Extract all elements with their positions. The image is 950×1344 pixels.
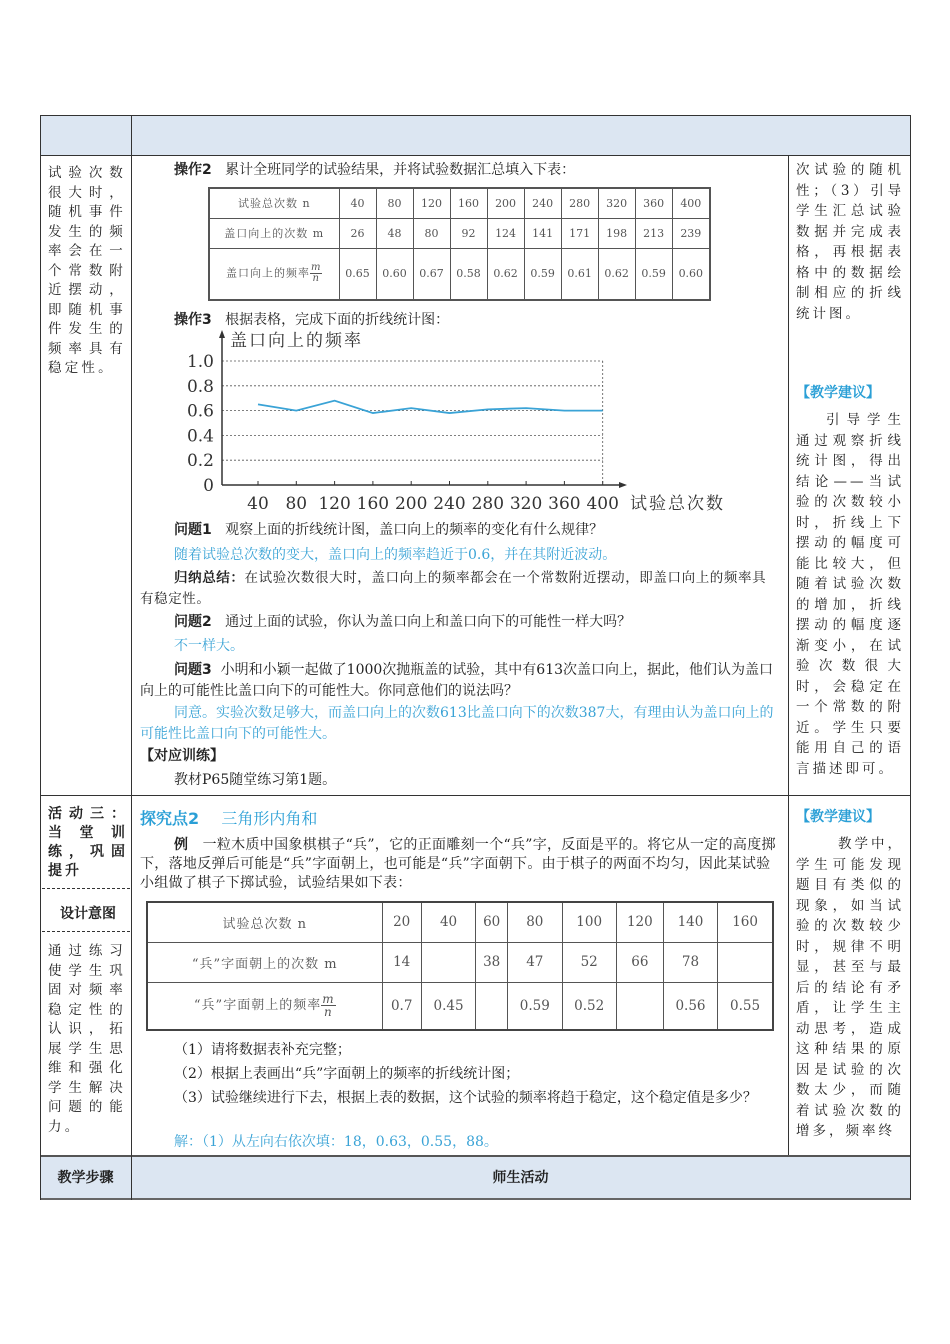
t1-n-cell: 200 [487, 188, 524, 218]
chart-y-label: 盖口向上的频率 [230, 331, 363, 351]
task-1: （1）请将数据表补充完整； [174, 1042, 351, 1058]
row2-suggest-text: 教学中，学生可能发现题目有类似的现象，如当试验的次数较少时，规律不明显，甚至与最后的结论有矛盾，让学生主动思考，造成这种结果的原因是试验的次数太少，而随着试验次数的增多，频率终 [796, 836, 904, 1139]
q1-line [174, 520, 778, 540]
t1-n-cell: 240 [524, 188, 561, 218]
t2-freq-cell-empty [616, 982, 663, 1030]
t2-n-cell: 80 [508, 902, 562, 942]
border-right [910, 115, 911, 1200]
t1-m-cell: 92 [450, 218, 487, 248]
chart-series-line [258, 401, 603, 413]
section-label: 探究点2 [140, 809, 200, 828]
data-table-2 [146, 901, 774, 1031]
design-intent-title: 设计意图 [60, 906, 116, 922]
q2-answer: 不一样大。 [174, 638, 244, 654]
t2-freq-cell: 0.56 [663, 982, 717, 1030]
t1-freq-label-text: 盖口向上的频率 [226, 266, 310, 280]
t2-m-cell: 14 [382, 942, 421, 982]
row2-suggest-title: 【教学建议】 [796, 809, 880, 825]
t1-m-cell: 171 [561, 218, 598, 248]
data-table-1 [208, 187, 711, 301]
t2-m-cell: 66 [616, 942, 663, 982]
t2-freq-cell: 0.55 [718, 982, 773, 1030]
y-axis-arrow-icon [219, 330, 225, 338]
t1-m-cell: 213 [635, 218, 672, 248]
t1-n-cell: 120 [413, 188, 450, 218]
x-axis-arrow-icon [619, 482, 627, 488]
border-row-divider [40, 795, 911, 796]
t1-freq-cell: 0.59 [524, 248, 561, 300]
svg-text:0.2: 0.2 [186, 451, 214, 472]
t1-m-cell: 141 [524, 218, 561, 248]
q3-block [140, 660, 780, 702]
svg-text:400: 400 [586, 494, 619, 514]
t1-row-label-m: 盖口向上的次数 m [209, 218, 339, 248]
svg-text:40: 40 [247, 494, 269, 514]
t1-n-cell: 400 [672, 188, 710, 218]
t2-n-cell: 100 [562, 902, 616, 942]
solution-line: 解：（1）从左向右依次填：18，0.63，0.55，88。 [174, 1134, 498, 1150]
activity-title: 活动三：当堂训练，巩固提升 [48, 806, 128, 879]
border-bottom [40, 1198, 911, 1200]
t1-m-cell: 48 [376, 218, 413, 248]
row1-left-note: 试验次数很大时，随机事件发生的频率会在一个常数附近摆动，即随机事件发生的频率具有稳定性。 [48, 165, 126, 376]
t1-n-cell: 40 [339, 188, 376, 218]
t1-freq-cell: 0.62 [598, 248, 635, 300]
svg-text:160: 160 [356, 494, 390, 514]
section-title: 三角形内角和 [221, 809, 318, 828]
t1-n-cell: 360 [635, 188, 672, 218]
t1-n-cell: 280 [561, 188, 598, 218]
teacher-student-activity-header: 师生活动 [492, 1170, 549, 1186]
t1-m-cell: 198 [598, 218, 635, 248]
q2-text: 通过上面的试验，你认为盖口向上和盖口向下的可能性一样大吗？ [225, 614, 632, 630]
row1-suggest-text: 引导学生通过观察折线统计图，得出结论——当试验的次数较小时，折线上下摆动的幅度可能比较大，但随着试验次数的增加，折线摆动的幅度逐渐变小，在试验次数很大时，会稳定在一个常数的附近。学生只要能用自己的语言描述即可。 [796, 412, 904, 777]
t2-freq-cell: 0.52 [562, 982, 616, 1030]
t2-n-cell: 60 [476, 902, 508, 942]
t2-m-cell: 47 [508, 942, 562, 982]
section-heading [140, 806, 317, 829]
training-text: 教材P65随堂练习第1题。 [174, 772, 337, 788]
svg-text:1.0: 1.0 [186, 352, 214, 372]
op3-text: 根据表格，完成下面的折线统计图： [225, 312, 450, 328]
t1-m-cell: 80 [413, 218, 450, 248]
border-bottom-header-top [40, 1155, 911, 1157]
t2-freq-cell: 0.45 [421, 982, 475, 1030]
row2-left-note: 通过练习使学生巩固对频率稳定性的认识，拓展学生思维和强化学生解决问题的能力。 [48, 943, 126, 1135]
t2-freq-cell-empty [476, 982, 508, 1030]
svg-text:280: 280 [471, 494, 505, 514]
op2-line [174, 160, 774, 180]
q1-label: 问题1 [174, 522, 212, 538]
chart-x-ticks [247, 481, 619, 514]
t2-freq-cell: 0.7 [382, 982, 421, 1030]
fraction-m-over-n: $\frac{m}{n}$ [311, 262, 322, 285]
svg-text:200: 200 [394, 494, 428, 514]
q3-text: 小明和小颖一起做了1000次抛瓶盖的试验，其中有613次盖口向上，据此，他们认为盖口向上的可能性比盖口向下的可能性大。你同意他们的说法吗？ [140, 662, 774, 699]
t2-m-cell: 78 [663, 942, 717, 982]
t1-m-cell: 239 [672, 218, 710, 248]
op3-line [174, 310, 774, 330]
task-3: （3）试验继续进行下去，根据上表的数据，这个试验的频率将趋于稳定，这个稳定值是多少？ [174, 1090, 757, 1106]
t2-m-cell-empty [421, 942, 475, 982]
fraction-m-over-n: $\frac{m}{n}$ [322, 992, 335, 1020]
t2-row-label-m: “兵”字面朝上的次数 m [147, 942, 382, 982]
border-header-bottom [40, 155, 911, 156]
op2-text: 累计全班同学的试验结果，并将试验数据汇总填入下表： [225, 162, 576, 178]
col-divider-left [131, 115, 132, 1200]
svg-text:0.6: 0.6 [186, 401, 214, 422]
t1-freq-cell: 0.65 [339, 248, 376, 300]
t2-n-cell: 160 [718, 902, 773, 942]
col-divider-right [788, 155, 789, 1155]
t1-freq-cell: 0.60 [376, 248, 413, 300]
q1-text: 观察上面的折线统计图，盖口向上的频率的变化有什么规律？ [225, 522, 604, 538]
t2-m-cell: 38 [476, 942, 508, 982]
svg-text:80: 80 [285, 494, 308, 514]
example-text: 一粒木质中国象棋棋子“兵”，它的正面雕刻一个“兵”字，反面是平的。将它从一定的高度掷下，落地反弹后可能是“兵”字面朝上，也可能是“兵”字面朝下。由于棋子的两面不均匀，因此某试验小组做了棋子下掷试验，试验结果如下表： [140, 837, 776, 891]
t2-freq-label-text: “兵”字面朝上的频率 [193, 998, 322, 1014]
line-chart [170, 328, 770, 518]
training-label: 【对应训练】 [140, 748, 224, 764]
t1-m-cell: 26 [339, 218, 376, 248]
t1-freq-cell: 0.61 [561, 248, 598, 300]
svg-text:0.8: 0.8 [186, 376, 214, 397]
t2-m-cell-empty [718, 942, 773, 982]
t2-n-cell: 20 [382, 902, 421, 942]
t2-m-cell: 52 [562, 942, 616, 982]
q3-answer: 同意。实验次数足够大，而盖口向上的次数613比盖口向下的次数387大，有理由认为盖口向上的可能性比盖口向下的可能性大。 [140, 705, 774, 742]
op2-label: 操作2 [174, 162, 212, 178]
border-left [40, 115, 41, 1200]
summary-block [140, 568, 780, 610]
svg-text:120: 120 [318, 494, 351, 514]
t1-freq-cell: 0.60 [672, 248, 710, 300]
chart-grid [222, 361, 603, 485]
chart-x-label: 试验总次数 [630, 494, 725, 514]
summary-text: 在试验次数很大时，盖口向上的频率都会在一个常数附近摆动，即盖口向上的频率具有稳定性。 [140, 570, 767, 607]
t1-m-cell: 124 [487, 218, 524, 248]
row1-suggest-title: 【教学建议】 [796, 385, 880, 401]
t2-n-cell: 120 [616, 902, 663, 942]
q3-label: 问题3 [174, 662, 212, 678]
line-chart-svg [170, 328, 770, 518]
task-2: （2）根据上表画出“兵”字面朝上的频率的折线统计图； [174, 1066, 520, 1082]
t2-row-label-n: 试验总次数 n [147, 902, 382, 942]
example-label: 例 [174, 837, 189, 853]
dashed-divider [42, 931, 130, 932]
summary-label: 归纳总结： [174, 570, 245, 586]
t2-row-label-freq [147, 982, 382, 1030]
t2-n-cell: 140 [663, 902, 717, 942]
t1-freq-cell: 0.58 [450, 248, 487, 300]
svg-text:240: 240 [433, 494, 466, 514]
t1-n-cell: 80 [376, 188, 413, 218]
svg-text:0.4: 0.4 [186, 426, 214, 447]
t1-n-cell: 320 [598, 188, 635, 218]
svg-text:320: 320 [509, 494, 543, 514]
t1-row-label-n: 试验总次数 n [209, 188, 339, 218]
op3-label: 操作3 [174, 312, 212, 328]
t1-freq-cell: 0.67 [413, 248, 450, 300]
q1-answer: 随着试验总次数的变大，盖口向上的频率趋近于0.6，并在其附近波动。 [174, 547, 617, 563]
t2-freq-cell: 0.59 [508, 982, 562, 1030]
t2-n-cell: 40 [421, 902, 475, 942]
example-block [140, 836, 780, 893]
row1-right-note: 次试验的随机性；（3）引导学生汇总试验数据并完成表格，再根据表格中的数据绘制相应的折线统计图。 [796, 162, 904, 322]
svg-text:0: 0 [203, 476, 214, 496]
t1-n-cell: 160 [450, 188, 487, 218]
border-top [40, 115, 911, 116]
chart-y-ticks [187, 352, 214, 496]
q2-line [174, 612, 778, 632]
svg-text:360: 360 [548, 494, 581, 514]
dashed-divider [42, 888, 130, 889]
t1-freq-cell: 0.59 [635, 248, 672, 300]
t1-freq-cell: 0.62 [487, 248, 524, 300]
t1-row-label-freq [209, 248, 339, 300]
q2-label: 问题2 [174, 614, 212, 630]
header-row [40, 115, 910, 155]
teaching-steps-header: 教学步骤 [57, 1170, 114, 1186]
